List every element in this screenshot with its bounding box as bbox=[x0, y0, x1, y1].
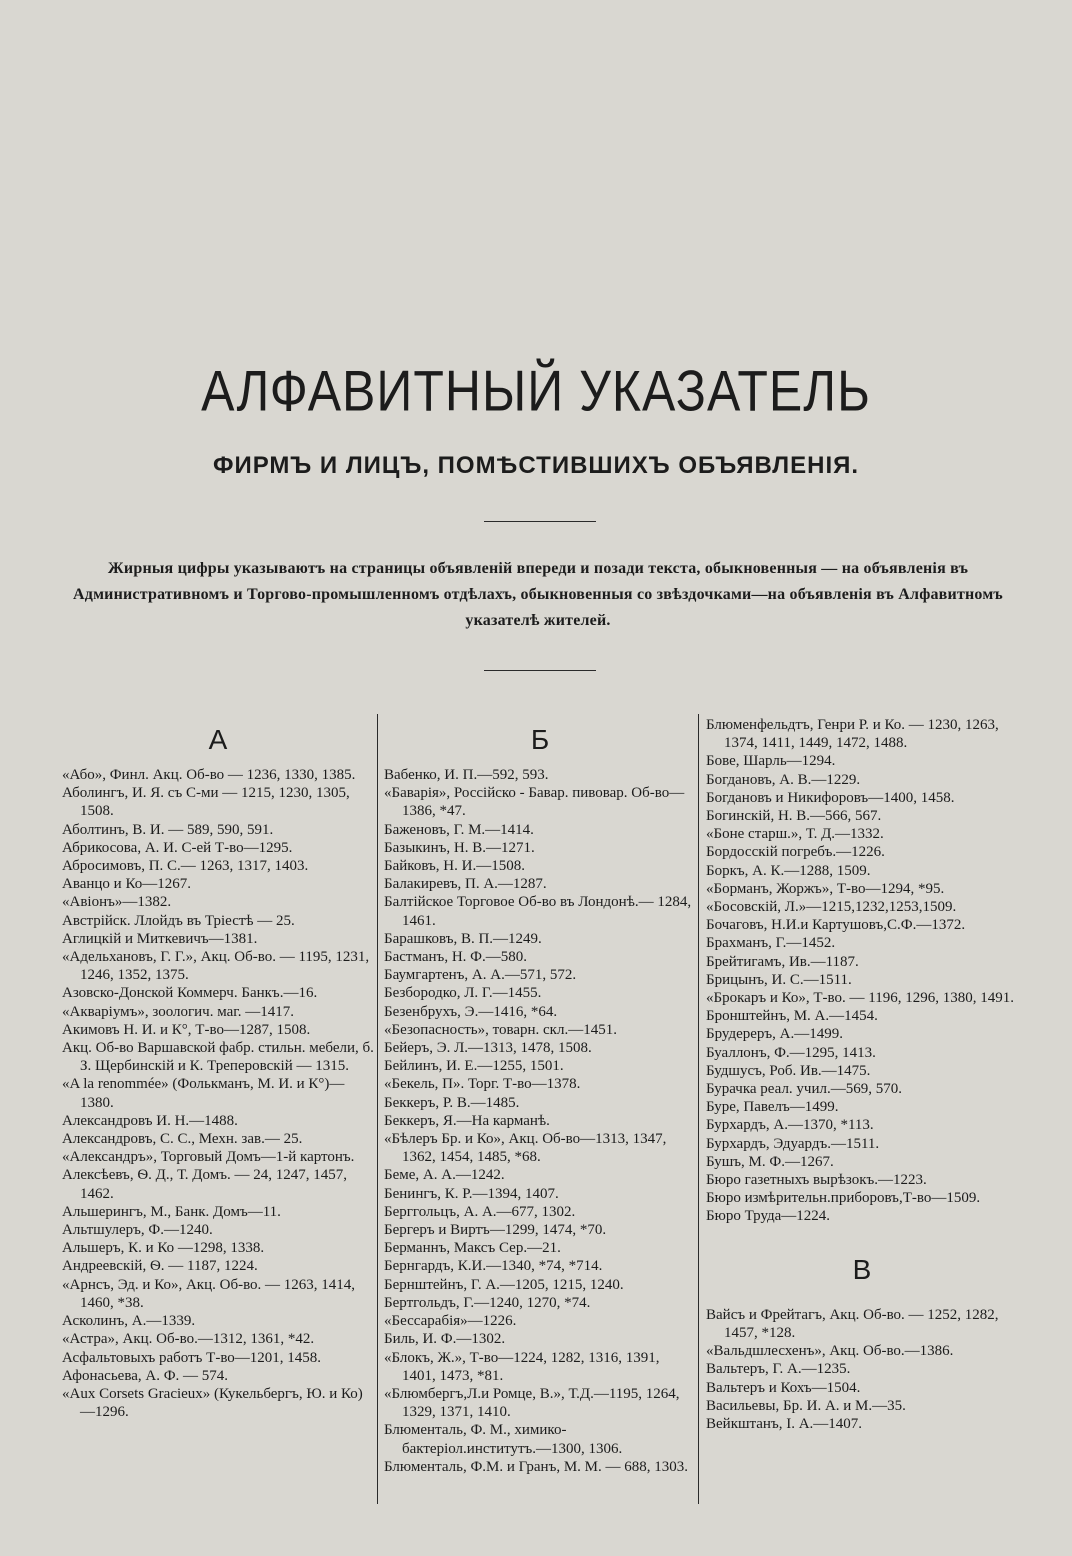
index-entry: Брицынъ, И. С.—1511. bbox=[706, 971, 852, 988]
index-entry: Боркъ, А. К.—1288, 1509. bbox=[706, 862, 871, 879]
index-entry: Альшерингъ, М., Банк. Домъ—11. bbox=[62, 1203, 281, 1220]
index-entry: «Авіонъ»—1382. bbox=[62, 894, 172, 911]
index-entry: «Адельхановъ, Г. Г.», Акц. Об-во. — 1195, 1231, 1246, 1352, 1375. bbox=[62, 949, 370, 984]
index-entry: Вальтеръ, Г. А.—1235. bbox=[706, 1361, 851, 1378]
section-letter-v: В bbox=[852, 1253, 872, 1285]
index-entry: «Бекель, П». Торг. Т-во—1378. bbox=[384, 1076, 581, 1093]
index-entry: Блюменталь, Ф.М. и Гранъ, М. М. — 688, 1303. bbox=[384, 1458, 688, 1475]
index-entry: Буаллонъ, Ф.—1295, 1413. bbox=[706, 1044, 876, 1061]
column-a bbox=[62, 722, 374, 1421]
index-entry: Баженовъ, Г. М.—1414. bbox=[384, 821, 534, 838]
explanatory-note: Жирныя цифры указываютъ на страницы объявленій впереди и позади текста, обыкновенныя — на объявленія въ Административномъ и Торгово-промышленномъ отдѣлахъ, обыкновенныя со звѣздочками—на объявленія въ Алфавитномъ указателѣ жителей. bbox=[73, 560, 1003, 629]
index-entry: Богдановъ и Никифоровъ—1400, 1458. bbox=[706, 789, 955, 806]
index-entry: Бордосскій погребъ.—1226. bbox=[706, 844, 885, 861]
column-c bbox=[706, 716, 1018, 1433]
index-entry: Бурхардъ, А.—1370, *113. bbox=[706, 1117, 874, 1134]
index-entry: Алексѣевъ, Ѳ. Д., Т. Домъ. — 24, 1247, 1457, 1462. bbox=[62, 1167, 347, 1202]
index-entry: Брейтигамъ, Ив.—1187. bbox=[706, 953, 859, 970]
index-entry: «Безопасность», товарн. скл.—1451. bbox=[384, 1021, 617, 1038]
index-entry: Бурхардъ, Эдуардъ.—1511. bbox=[706, 1135, 880, 1152]
entry-list-b bbox=[384, 766, 696, 1476]
index-entry: «Акваріумъ», зоологич. маг. —1417. bbox=[62, 1003, 294, 1020]
index-entry: Аболингъ, И. Я. съ С-ми — 1215, 1230, 1305, 1508. bbox=[62, 785, 350, 820]
index-entry: Александровъ И. Н.—1488. bbox=[62, 1112, 238, 1129]
entry-list-v bbox=[706, 1306, 1018, 1433]
index-entry: «Брокаръ и Ко», Т-во. — 1196, 1296, 1380, 1491. bbox=[706, 990, 1014, 1007]
index-entry: Берггольцъ, А. А.—677, 1302. bbox=[384, 1203, 576, 1220]
index-entry: «Блокъ, Ж.», Т-во—1224, 1282, 1316, 1391, 1401, 1473, *81. bbox=[384, 1349, 660, 1384]
index-entry: «Або», Финл. Акц. Об-во — 1236, 1330, 1385. bbox=[62, 767, 356, 783]
index-entry: «Арнсъ, Эд. и Ко», Акц. Об-во. — 1263, 1414, 1460, *38. bbox=[62, 1276, 356, 1311]
divider-top bbox=[484, 521, 596, 522]
index-entry: Брахманъ, Г.—1452. bbox=[706, 935, 836, 952]
index-entry: Беккеръ, Я.—На карманѣ. bbox=[384, 1112, 550, 1129]
column-divider-2 bbox=[698, 714, 699, 1504]
index-entry: Балакиревъ, П. А.—1287. bbox=[384, 876, 547, 893]
index-entry: «Борманъ, Жоржъ», Т-во—1294, *95. bbox=[706, 880, 945, 897]
index-entry: Бюро газетныхъ вырѣзокъ.—1223. bbox=[706, 1172, 927, 1189]
index-entry: Афонасьева, А. Ф. — 574. bbox=[62, 1367, 229, 1384]
index-entry: Азовско-Донской Коммерч. Банкъ.—16. bbox=[62, 985, 318, 1002]
index-entry: Баумгартенъ, А. А.—571, 572. bbox=[384, 967, 577, 984]
index-entry: Бейлинъ, И. Е.—1255, 1501. bbox=[384, 1058, 564, 1075]
column-divider-1 bbox=[377, 714, 378, 1504]
page-subtitle: ФИРМЪ И ЛИЦЪ, ПОМѢСТИВШИХЪ ОБЪЯВЛЕНІЯ. bbox=[212, 452, 860, 479]
index-entry: Вабенко, И. П.—592, 593. bbox=[384, 767, 549, 783]
index-entry: Бейеръ, Э. Л.—1313, 1478, 1508. bbox=[384, 1040, 592, 1057]
index-entry: Бюро Труда—1224. bbox=[706, 1208, 831, 1225]
index-entry: Берманнъ, Максъ Сер.—21. bbox=[384, 1240, 561, 1257]
index-entry: Байковъ, Н. И.—1508. bbox=[384, 858, 525, 875]
section-letter-a: А bbox=[208, 724, 228, 755]
index-entry: Беме, А. А.—1242. bbox=[384, 1167, 505, 1184]
index-entry: «Бѣлеръ Бр. и Ко», Акц. Об-во—1313, 1347, 1362, 1454, 1485, *68. bbox=[384, 1131, 667, 1166]
index-entry: Бове, Шарль—1294. bbox=[706, 753, 836, 770]
index-entry: Бушъ, М. Ф.—1267. bbox=[706, 1153, 834, 1170]
section-letter-b: Б bbox=[530, 724, 550, 755]
index-entry: Акц. Об-во Варшавской фабр. стильн. мебели, б. З. Щербинскій и К. Треперовскій — 1315. bbox=[62, 1040, 374, 1075]
index-entry: Вейкштанъ, І. А.—1407. bbox=[706, 1415, 863, 1432]
index-entry: Блюменталь, Ф. М., химико-бактеріол.институтъ.—1300, 1306. bbox=[384, 1422, 623, 1457]
index-entry: Будшусъ, Роб. Ив.—1475. bbox=[706, 1062, 871, 1079]
index-entry: Абросимовъ, П. С.— 1263, 1317, 1403. bbox=[62, 858, 309, 875]
index-entry: «Александръ», Торговый Домъ—1-й картонъ. bbox=[62, 1149, 355, 1166]
index-entry: Александровъ, С. С., Мехн. зав.— 25. bbox=[62, 1131, 303, 1148]
index-entry: Брудереръ, А.—1499. bbox=[706, 1026, 844, 1043]
index-entry: «Баварія», Россійско - Бавар. пивовар. Об-во—1386, *47. bbox=[384, 785, 685, 820]
index-entry: «Aux Corsets Gracieux» (Кукельбергъ, Ю. и Ко) —1296. bbox=[62, 1385, 363, 1421]
index-entry: «Боне старш.», Т. Д.—1332. bbox=[706, 826, 884, 843]
index-entry: Бронштейнъ, М. А.—1454. bbox=[706, 1008, 878, 1025]
index-entry: Аванцо и Ко—1267. bbox=[62, 876, 191, 893]
page-title: АЛФАВИТНЫЙ УКАЗАТЕЛЬ bbox=[201, 358, 871, 424]
index-entry: Бертгольдъ, Г.—1240, 1270, *74. bbox=[384, 1294, 591, 1311]
index-entry: Австрійск. Ллойдъ въ Тріестѣ — 25. bbox=[62, 912, 295, 929]
index-entry: Альшеръ, К. и Ко —1298, 1338. bbox=[62, 1240, 265, 1257]
index-entry: Базыкинъ, Н. В.—1271. bbox=[384, 839, 535, 856]
index-entry: Бурачка реал. учил.—569, 570. bbox=[706, 1081, 902, 1098]
index-entry: «A la renommée» (Фолькманъ, М. И. и К°)—1380. bbox=[62, 1076, 345, 1111]
index-entry: Бастманъ, Н. Ф.—580. bbox=[384, 949, 527, 966]
index-entry: «Астра», Акц. Об-во.—1312, 1361, *42. bbox=[62, 1331, 315, 1348]
index-entry: Аболтинъ, В. И. — 589, 590, 591. bbox=[62, 821, 274, 838]
column-b bbox=[384, 722, 696, 1476]
index-entry: Богдановъ, А. В.—1229. bbox=[706, 771, 861, 788]
index-entry: Балтійское Торговое Об-во въ Лондонѣ.— 1284, 1461. bbox=[384, 894, 692, 929]
index-entry: Асколинъ, А.—1339. bbox=[62, 1313, 196, 1330]
index-entry: Буре, Павелъ—1499. bbox=[706, 1099, 839, 1116]
index-entry: Безенбрухъ, Э.—1416, *64. bbox=[384, 1003, 558, 1020]
index-entry: Альтшулеръ, Ф.—1240. bbox=[62, 1222, 213, 1239]
index-entry: Блюменфельдтъ, Генри Р. и Ко. — 1230, 1263, 1374, 1411, 1449, 1472, 1488. bbox=[706, 717, 999, 752]
index-entry: Аглицкій и Миткевичъ—1381. bbox=[62, 930, 258, 947]
index-entry: Асфальтовыхъ работъ Т-во—1201, 1458. bbox=[62, 1349, 322, 1366]
index-entry: «Босовскій, Л.»—1215,1232,1253,1509. bbox=[706, 899, 957, 916]
index-entry: Бернгардъ, К.И.—1340, *74, *714. bbox=[384, 1258, 603, 1275]
index-entry: Бочаговъ, Н.И.и Картушовъ,С.Ф.—1372. bbox=[706, 917, 966, 934]
index-entry: Бенингъ, К. Р.—1394, 1407. bbox=[384, 1185, 559, 1202]
index-entry: «Бессарабія»—1226. bbox=[384, 1313, 517, 1330]
index-entry: Акимовъ Н. И. и К°, Т-во—1287, 1508. bbox=[62, 1021, 311, 1038]
divider-bottom bbox=[484, 670, 596, 671]
entry-list-a bbox=[62, 766, 374, 1421]
index-entry: Вальтеръ и Кохъ—1504. bbox=[706, 1379, 861, 1396]
index-entry: Вайсъ и Фрейтагъ, Акц. Об-во. — 1252, 1282, 1457, *128. bbox=[706, 1306, 999, 1341]
index-entry: Абрикосова, А. И. С-ей Т-во—1295. bbox=[62, 839, 293, 856]
index-entry: Богинскій, Н. В.—566, 567. bbox=[706, 808, 882, 825]
index-entry: Бергеръ и Виртъ—1299, 1474, *70. bbox=[384, 1222, 607, 1239]
index-entry: Андреевскій, Ѳ. — 1187, 1224. bbox=[62, 1258, 258, 1275]
index-entry: Барашковъ, В. П.—1249. bbox=[384, 930, 542, 947]
index-entry: Бюро измѣрительн.приборовъ,Т-во—1509. bbox=[706, 1190, 981, 1207]
index-entry: Бернштейнъ, Г. А.—1205, 1215, 1240. bbox=[384, 1276, 624, 1293]
index-entry: Безбородко, Л. Г.—1455. bbox=[384, 985, 542, 1002]
entry-list-b-continued bbox=[706, 716, 1018, 1226]
index-entry: Биль, И. Ф.—1302. bbox=[384, 1331, 506, 1348]
index-entry: Беккеръ, Р. В.—1485. bbox=[384, 1094, 520, 1111]
index-entry: Васильевы, Бр. И. А. и М.—35. bbox=[706, 1397, 906, 1414]
index-entry: «Блюмбергъ,Л.и Ромце, В.», Т.Д.—1195, 1264, 1329, 1371, 1410. bbox=[384, 1385, 680, 1421]
index-entry: «Вальдшлесхенъ», Акц. Об-во.—1386. bbox=[706, 1343, 954, 1360]
